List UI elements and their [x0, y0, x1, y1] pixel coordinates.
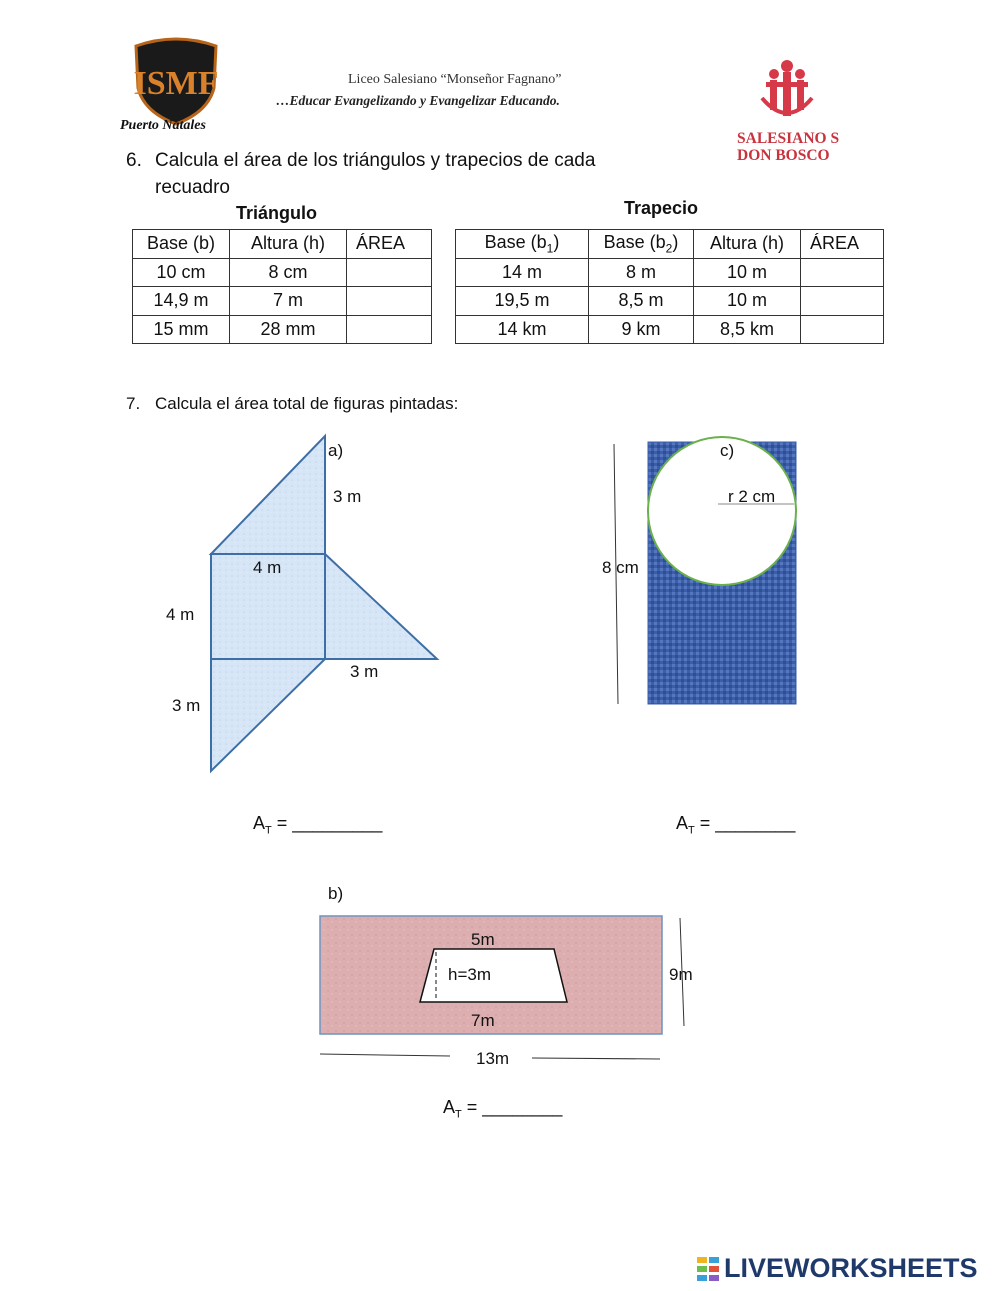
people-cross-icon: [752, 58, 822, 120]
top-triangle: [211, 436, 325, 554]
cell-base: 14,9 m: [133, 287, 230, 316]
label-right-triangle-base: 3 m: [350, 662, 379, 681]
svg-text:ISMF: ISMF: [133, 65, 219, 102]
table-header-row: [456, 230, 884, 259]
cell-height: 8,5 km: [694, 315, 801, 344]
answer-c[interactable]: $A_T$ = ________: [676, 813, 796, 837]
cell-area-input[interactable]: [347, 315, 432, 344]
salesianos-line1: SALESIANO S: [737, 130, 840, 147]
label-radius: r 2 cm: [728, 487, 776, 506]
figure-b-label: b): [328, 884, 344, 903]
label-top-triangle-height: 3 m: [333, 487, 362, 506]
answer-b[interactable]: $A_T$ = ________: [443, 1097, 563, 1121]
cell-base2: 8 m: [589, 258, 694, 287]
shield-icon: [128, 36, 224, 128]
label-trap-height: h=3m: [448, 965, 491, 984]
table-row: [456, 258, 884, 287]
bottom-triangle: [211, 659, 325, 771]
table-row: [456, 287, 884, 316]
cell-height: 10 m: [694, 287, 801, 316]
figure-a-label: a): [328, 441, 344, 460]
cell-height: 10 m: [694, 258, 801, 287]
table-row: [133, 287, 432, 316]
q7-number: 7.: [126, 394, 141, 413]
q7-text: Calcula el área total de figuras pintadas:: [155, 394, 459, 413]
cell-base1: 19,5 m: [456, 287, 589, 316]
logo-caption: Puerto Natales: [120, 118, 206, 133]
table-header-row: [133, 230, 432, 259]
q6-number: 6.: [126, 150, 142, 171]
right-triangle: [325, 554, 437, 659]
table-row: [133, 258, 432, 287]
cell-base1: 14 m: [456, 258, 589, 287]
school-motto: …Educar Evangelizando y Evangelizar Educando.: [276, 93, 560, 108]
school-name: Liceo Salesiano “Monseñor Fagnano”: [348, 72, 562, 87]
figure-b: [310, 908, 700, 1070]
cell-base: 15 mm: [133, 315, 230, 344]
table-row: [133, 315, 432, 344]
cell-base2: 9 km: [589, 315, 694, 344]
triangle-table: [132, 229, 432, 344]
label-trap-top: 5m: [471, 930, 495, 949]
header-area: ÁREA: [347, 230, 432, 259]
table-row: [456, 315, 884, 344]
header-base1: Base $(b_1)$: [456, 230, 589, 259]
salesianos-line2: DON BOSCO: [737, 147, 830, 164]
cell-base: 10 cm: [133, 258, 230, 287]
trapezoid-table: [455, 229, 884, 344]
school-logo: [128, 36, 224, 128]
cell-area-input[interactable]: [801, 258, 884, 287]
salesianos-logo: [752, 58, 822, 120]
cell-area-input[interactable]: [347, 258, 432, 287]
cell-area-input[interactable]: [347, 287, 432, 316]
label-c-height: 8 cm: [602, 558, 639, 577]
white-trapezoid: [420, 949, 567, 1002]
label-square-side: 4 m: [166, 605, 195, 624]
cell-height: 7 m: [230, 287, 347, 316]
cell-area-input[interactable]: [801, 315, 884, 344]
label-rect-height: 9m: [669, 965, 693, 984]
cell-height: 8 cm: [230, 258, 347, 287]
liveworksheets-brand[interactable]: LIVEWORKSHEETS: [724, 1253, 978, 1283]
label-rect-width: 13m: [476, 1049, 510, 1068]
answer-a[interactable]: $A_T$ = _________: [253, 813, 383, 837]
header-base2: Base $(b_2)$: [589, 230, 694, 259]
header-area: ÁREA: [801, 230, 884, 259]
label-trap-bottom: 7m: [471, 1011, 495, 1030]
triangle-table-title: Triángulo: [236, 203, 317, 223]
trapezoid-table-title: Trapecio: [624, 198, 699, 218]
figure-c-label: c): [720, 441, 735, 460]
label-square-top: 4 m: [253, 558, 282, 577]
cell-base2: 8,5 m: [589, 287, 694, 316]
header-base: Base (b): [133, 230, 230, 259]
liveworksheets-icon: [697, 1257, 721, 1283]
q6-text-line1: Calcula el área de los triángulos y trapecios de cada: [155, 150, 596, 171]
q6-text-line2: recuadro: [155, 177, 230, 198]
cell-height: 28 mm: [230, 315, 347, 344]
header-height: Altura (h): [694, 230, 801, 259]
header-height: Altura (h): [230, 230, 347, 259]
cell-area-input[interactable]: [801, 287, 884, 316]
cell-base1: 14 km: [456, 315, 589, 344]
label-bottom-triangle-height: 3 m: [172, 696, 201, 715]
